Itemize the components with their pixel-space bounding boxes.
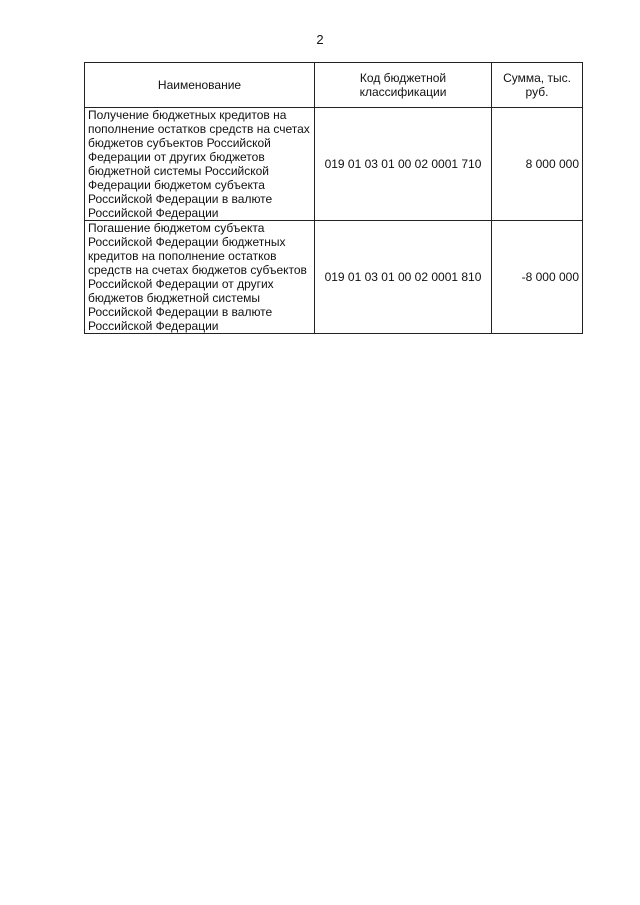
- row-name: Погашение бюджетом субъекта Российской Федерации бюджетных кредитов на пополнение остатков средств на счетах бюджетов субъектов Российской Федерации от других бюджетов бюджетной системы Российской Федерации в валюте Российской Федерации: [85, 221, 315, 334]
- row-amount: -8 000 000: [492, 221, 583, 334]
- row-amount: 8 000 000: [492, 108, 583, 221]
- row-name: Получение бюджетных кредитов на пополнение остатков средств на счетах бюджетов субъектов Российской Федерации от других бюджетов бюджетной системы Российской Федерации бюджетом субъекта Российской Федерации в валюте Российской Федерации: [85, 108, 315, 221]
- table-row: [85, 221, 583, 334]
- page-number: 2: [316, 32, 324, 47]
- header-code: Код бюджетной классификации: [315, 63, 492, 108]
- table-row: [85, 108, 583, 221]
- header-name: Наименование: [85, 63, 315, 108]
- header-amount: Сумма, тыс. руб.: [492, 63, 583, 108]
- row-code: 019 01 03 01 00 02 0001 710: [315, 108, 492, 221]
- table-header-row: [85, 63, 583, 108]
- budget-table: [84, 62, 583, 334]
- row-code: 019 01 03 01 00 02 0001 810: [315, 221, 492, 334]
